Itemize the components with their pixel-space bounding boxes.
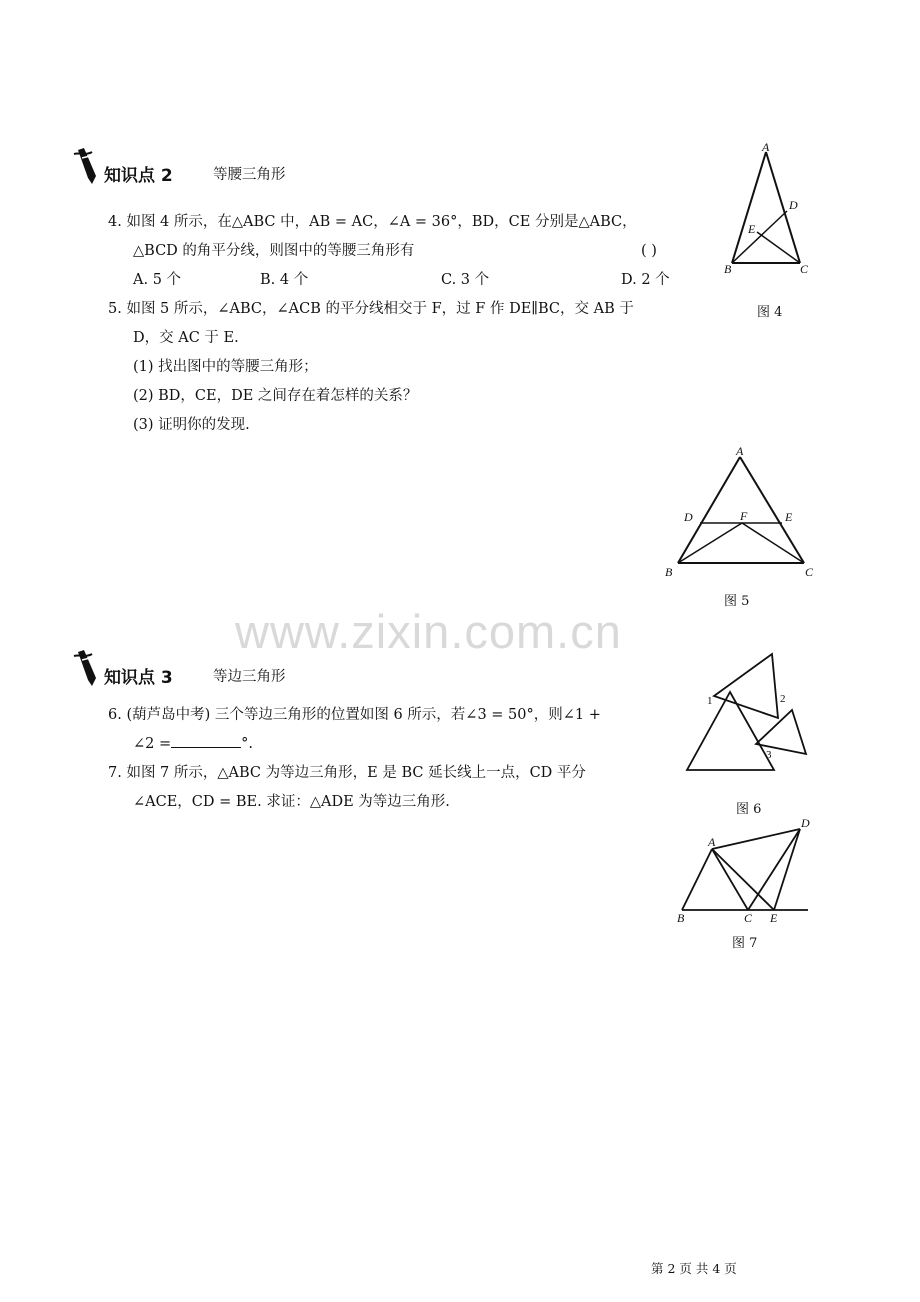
q6-line1: 6. (葫芦岛中考) 三个等边三角形的位置如图 6 所示，若∠3 = 50°，则∠1 + [108, 707, 601, 723]
fig7-label-c: C [744, 911, 753, 925]
fig4-label-d: D [789, 198, 798, 212]
section-3-label: 知识点 3 [104, 668, 173, 688]
figure-5-caption: 图 5 [724, 594, 750, 609]
q4-option-c: C. 3 个 [441, 272, 490, 288]
q4-option-d: D. 2 个 [621, 272, 670, 288]
section-2-label: 知识点 2 [104, 166, 173, 186]
section-3-title: 等边三角形 [213, 669, 286, 685]
fig6-label-3: 3 [766, 749, 772, 761]
watermark: www.zixin.com.cn [235, 605, 622, 658]
q5-sub1: (1) 找出图中的等腰三角形； [133, 359, 318, 375]
fig4-label-c: C [800, 262, 809, 276]
figure-6 [680, 648, 812, 776]
q6-line2-prefix: ∠2 = [133, 736, 172, 752]
fig4-label-e: E [748, 222, 756, 236]
figure-4 [718, 140, 818, 285]
fig7-label-b: B [677, 911, 685, 925]
figure-6-caption: 图 6 [736, 802, 762, 817]
q4-answer-paren: ( ) [641, 243, 657, 259]
figure-5 [660, 443, 820, 583]
figure-7 [672, 814, 814, 928]
q5-sub2: (2) BD，CE，DE 之间存在着怎样的关系？ [133, 388, 418, 404]
q5-line1: 5. 如图 5 所示，∠ABC，∠ACB 的平分线相交于 F，过 F 作 DE∥BC，交 AB 于 [108, 301, 634, 317]
q5-sub3: (3) 证明你的发现. [133, 417, 250, 433]
figure-7-caption: 图 7 [732, 936, 758, 951]
q4-line1: 4. 如图 4 所示，在△ABC 中，AB = AC，∠A = 36°，BD，CE 分别是△ABC， [108, 214, 637, 230]
q4-line2: △BCD 的角平分线，则图中的等腰三角形有 [133, 243, 415, 259]
q4-option-b: B. 4 个 [260, 272, 309, 288]
fig7-label-e: E [770, 911, 778, 925]
fig5-label-e: E [785, 510, 793, 524]
figure-4-caption: 图 4 [757, 305, 783, 320]
q5-line2: D，交 AC 于 E. [133, 330, 239, 346]
fig7-label-a: A [708, 835, 716, 849]
pen-icon [72, 648, 106, 688]
fig6-label-1: 1 [707, 695, 713, 707]
q7-line2: ∠ACE，CD = BE. 求证：△ADE 为等边三角形. [133, 794, 450, 810]
q6-line2-suffix: °. [241, 736, 253, 752]
fig4-label-a: A [762, 140, 770, 154]
q7-line1: 7. 如图 7 所示，△ABC 为等边三角形，E 是 BC 延长线上一点，CD 平分 [108, 765, 586, 781]
q4-option-a: A. 5 个 [133, 272, 182, 288]
section-2-title: 等腰三角形 [213, 167, 286, 183]
fig6-label-2: 2 [780, 693, 786, 705]
q6-answer-blank [171, 735, 241, 748]
fig4-label-b: B [724, 262, 732, 276]
fig5-label-b: B [665, 565, 673, 579]
fig5-label-d: D [684, 510, 693, 524]
fig7-label-d: D [801, 816, 810, 830]
page-footer: 第 2 页 共 4 页 [651, 1261, 737, 1276]
fig5-label-a: A [736, 444, 744, 458]
fig5-label-c: C [805, 565, 814, 579]
q6-line2 [133, 735, 253, 753]
pen-icon [72, 146, 106, 186]
fig5-label-f: F [740, 509, 748, 523]
